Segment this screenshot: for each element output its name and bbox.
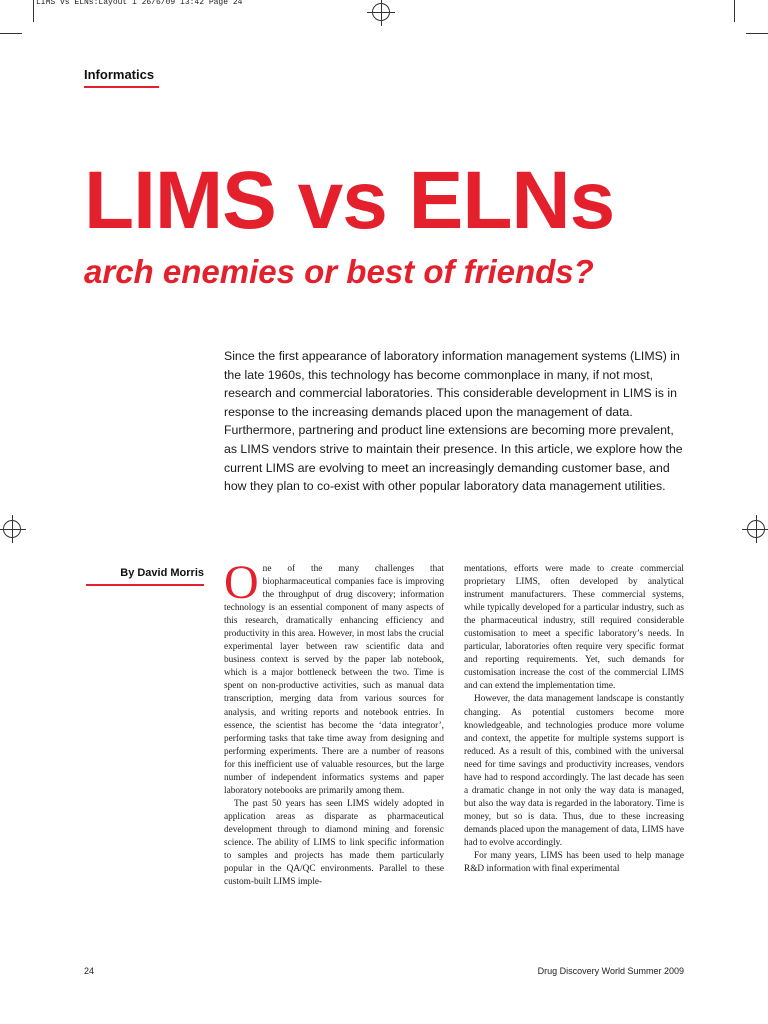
body-paragraph: For many years, LIMS has been used to help manage R&D information with final experimental xyxy=(464,851,684,875)
section-label: Informatics xyxy=(84,67,155,82)
byline-rule xyxy=(86,584,204,586)
article-subtitle: arch enemies or best of friends? xyxy=(84,253,594,290)
body-paragraph: The past 50 years has seen LIMS widely adopted in application areas as disparate as pharmaceutical development through to diamond mining and forensic science. The ability of LIMS to link specific information to samples and projects has made them particularly popular in the QA/QC environments. Parallel to these custom-built LIMS imple- xyxy=(224,798,444,888)
registration-mark-icon xyxy=(372,3,390,21)
intro-paragraph: Since the first appearance of laboratory information management systems (LIMS) in the late 1960s, this technology has become commonplace in many, if not most, research and commercial laboratories. This considerable development in LIMS is in response to the increasing demands placed upon the management of data. Furthermore, partnering and product line extensions are becoming more prevalent, as LIMS vendors strive to maintain their presence. In this article, we explore how the current LIMS are evolving to meet an increasingly demanding customer base, and how they plan to co-exist with other popular laboratory data management utilities. xyxy=(224,349,683,494)
body-text: ne of the many challenges that biopharmaceutical companies face is improving the throughput of drug discovery; information technology is an essential component of many aspects of this research, dramatically enhancing efficiency and productivity in this area. However, in most labs the crucial experimental layer between raw scientific data and business context is served by the paper lab notebook, which is a major bottleneck between the two. Time is spent on non-productive activities, such as manual data transcription, merging data from various sources for analysis, and writing reports and notebook entries. In essence, the scientist has become the ‘data integrator’, performing tasks that take time away from designing and performing experiments. There are a number of reasons for this inefficient use of valuable resources, but the large number of independent informatics systems and paper laboratory notebooks are primarily among them. xyxy=(224,564,444,796)
byline: By David Morris xyxy=(120,567,204,579)
body-paragraph: However, the data management landscape is constantly changing. As potential customers become more knowledgeable, and technologies produce more volume and context, the appetite for multiple systems support is reduced. As a result of this, combined with the universal need for time savings and productivity increases, vendors have had to respond accordingly. The last decade has seen a dramatic change in not only the way data is managed, but also the way data is regarded in the laboratory. Time is money, but so is data. Thus, due to these increasing demands placed upon the management of data, LIMS have had to evolve accordingly. xyxy=(464,694,684,848)
crop-mark xyxy=(33,0,34,22)
print-slug: LIMS vs ELNs:Layout 1 26/6/09 13:42 Page 24 xyxy=(36,0,243,7)
body-paragraph xyxy=(224,556,444,798)
crop-mark xyxy=(734,0,735,22)
article-title: LIMS vs ELNs xyxy=(84,155,615,246)
body-paragraph: mentations, efforts were made to create commercial proprietary LIMS, often developed by analytical instrument manufacturers. These commercial systems, while typically developed for a particular industry, such as the pharmaceutical industry, still required considerable customisation to meet a specific laboratory’s needs. In particular, laboratories often require very specific format and reporting requirements. Yet, such demands for customisation increase the cost of the commercial LIMS and can extend the implementation time. xyxy=(464,564,684,692)
body-column-1 xyxy=(224,556,444,889)
registration-mark-icon xyxy=(3,520,21,538)
drop-cap: O xyxy=(224,556,259,609)
page-number: 24 xyxy=(84,966,95,976)
publication-footer: Drug Discovery World Summer 2009 xyxy=(537,966,684,976)
crop-mark xyxy=(0,33,22,34)
section-rule xyxy=(84,86,159,88)
body-column-2 xyxy=(464,563,684,876)
crop-mark xyxy=(746,33,768,34)
registration-mark-icon xyxy=(747,520,765,538)
